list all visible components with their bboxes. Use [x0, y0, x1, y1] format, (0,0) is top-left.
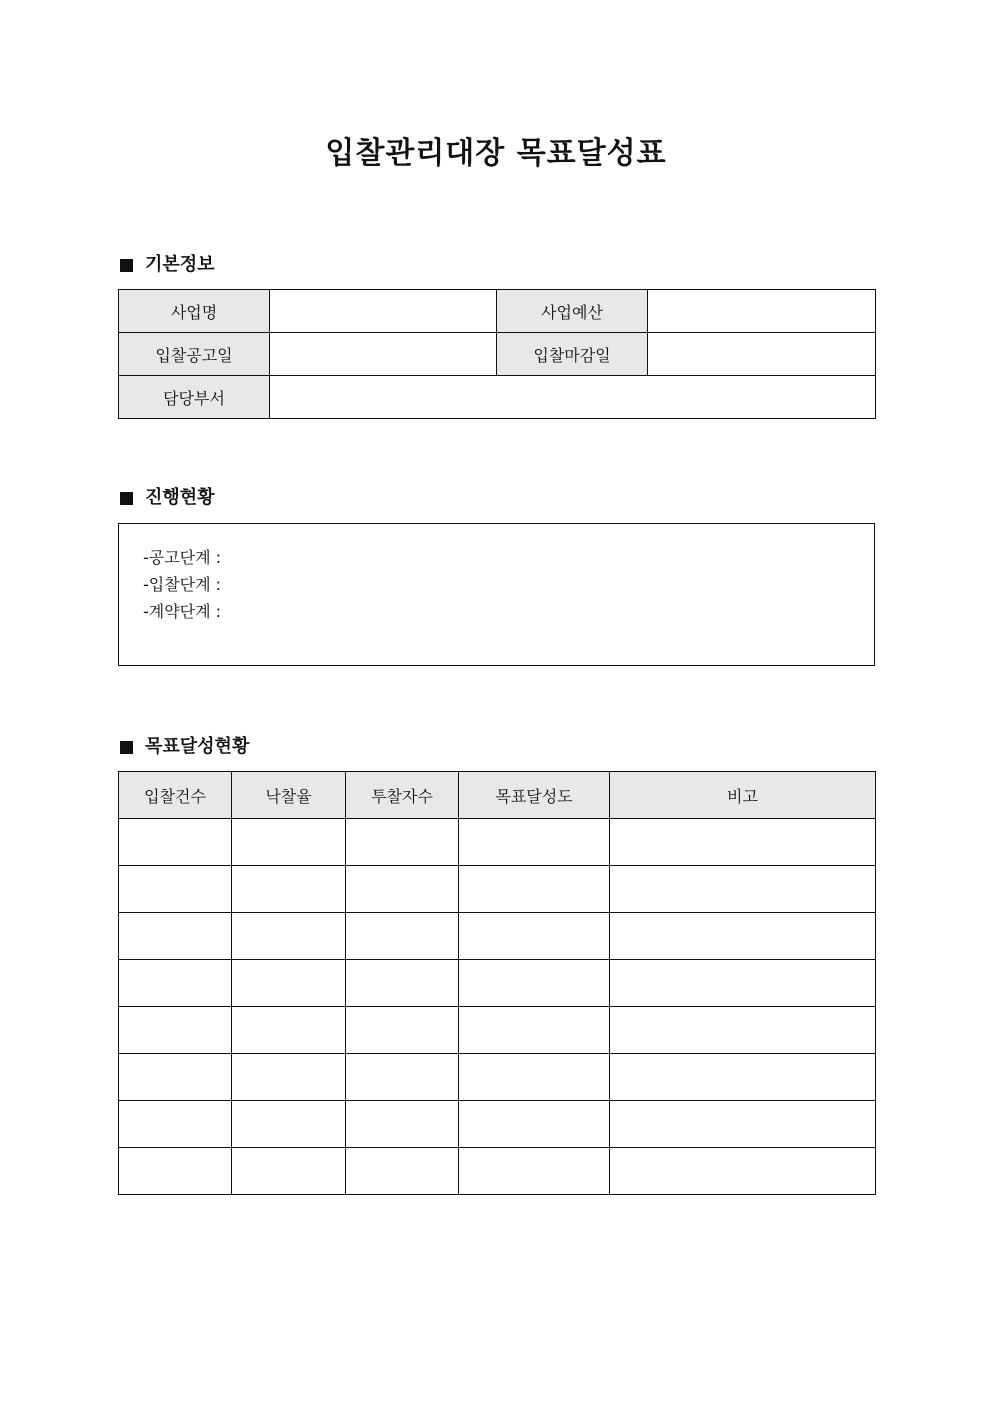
column-header-goal-achievement: 목표달성도: [459, 772, 610, 819]
table-cell[interactable]: [610, 819, 876, 866]
table-cell[interactable]: [610, 913, 876, 960]
table-cell[interactable]: [610, 1148, 876, 1195]
table-cell[interactable]: [459, 960, 610, 1007]
table-row: [119, 1054, 876, 1101]
table-header-row: [119, 772, 876, 819]
project-budget-field[interactable]: [648, 290, 876, 333]
table-row: [119, 1148, 876, 1195]
table-cell[interactable]: [610, 1054, 876, 1101]
project-budget-label: 사업예산: [497, 290, 648, 333]
column-header-remarks: 비고: [610, 772, 876, 819]
table-row: [119, 819, 876, 866]
table-cell[interactable]: [232, 1054, 346, 1101]
table-cell[interactable]: [119, 1007, 232, 1054]
table-cell[interactable]: [119, 960, 232, 1007]
table-row: [119, 333, 876, 376]
table-cell[interactable]: [610, 1101, 876, 1148]
table-cell[interactable]: [459, 1148, 610, 1195]
table-cell[interactable]: [119, 1148, 232, 1195]
table-cell[interactable]: [232, 819, 346, 866]
table-row: [119, 866, 876, 913]
section-heading-label: 진행현황: [145, 487, 215, 508]
progress-box[interactable]: [118, 523, 875, 666]
table-cell[interactable]: [346, 913, 459, 960]
table-cell[interactable]: [119, 1054, 232, 1101]
table-cell[interactable]: [346, 1054, 459, 1101]
table-row: [119, 1101, 876, 1148]
table-cell[interactable]: [459, 1054, 610, 1101]
basic-info-table: [118, 289, 876, 419]
table-cell[interactable]: [232, 1007, 346, 1054]
table-cell[interactable]: [610, 1007, 876, 1054]
table-cell[interactable]: [459, 1101, 610, 1148]
goal-status-table: [118, 771, 876, 1195]
section-heading-label: 기본정보: [145, 254, 215, 275]
square-bullet-icon: [120, 492, 133, 505]
table-cell[interactable]: [459, 866, 610, 913]
table-cell[interactable]: [459, 819, 610, 866]
bid-deadline-label: 입찰마감일: [497, 333, 648, 376]
section-heading-basic-info: [120, 253, 215, 277]
table-cell[interactable]: [119, 819, 232, 866]
column-header-bid-count: 입찰건수: [119, 772, 232, 819]
square-bullet-icon: [120, 259, 133, 272]
project-name-label: 사업명: [119, 290, 270, 333]
table-cell[interactable]: [610, 866, 876, 913]
column-header-award-rate: 낙찰율: [232, 772, 346, 819]
square-bullet-icon: [120, 741, 133, 754]
progress-line-contract: -계약단계 :: [143, 602, 222, 621]
bid-deadline-field[interactable]: [648, 333, 876, 376]
page-title: 입찰관리대장 목표달성표: [325, 136, 667, 171]
table-cell[interactable]: [346, 1148, 459, 1195]
department-field[interactable]: [270, 376, 876, 419]
table-cell[interactable]: [346, 1007, 459, 1054]
table-row: [119, 1007, 876, 1054]
table-cell[interactable]: [232, 913, 346, 960]
table-cell[interactable]: [119, 913, 232, 960]
progress-line-notice: -공고단계 :: [143, 548, 222, 567]
table-cell[interactable]: [346, 866, 459, 913]
table-cell[interactable]: [232, 1148, 346, 1195]
table-cell[interactable]: [119, 866, 232, 913]
bid-notice-date-field[interactable]: [270, 333, 497, 376]
table-cell[interactable]: [232, 866, 346, 913]
section-heading-goal-status: [120, 735, 249, 759]
table-cell[interactable]: [459, 913, 610, 960]
table-cell[interactable]: [232, 1101, 346, 1148]
table-cell[interactable]: [459, 1007, 610, 1054]
table-row: [119, 290, 876, 333]
table-row: [119, 913, 876, 960]
table-cell[interactable]: [346, 819, 459, 866]
column-header-bidder-count: 투찰자수: [346, 772, 459, 819]
department-label: 담당부서: [119, 376, 270, 419]
progress-line-bidding: -입찰단계 :: [143, 575, 222, 594]
table-cell[interactable]: [119, 1101, 232, 1148]
table-cell[interactable]: [346, 1101, 459, 1148]
table-row: [119, 960, 876, 1007]
table-cell[interactable]: [232, 960, 346, 1007]
table-cell[interactable]: [346, 960, 459, 1007]
bid-notice-date-label: 입찰공고일: [119, 333, 270, 376]
project-name-field[interactable]: [270, 290, 497, 333]
table-row: [119, 376, 876, 419]
table-cell[interactable]: [610, 960, 876, 1007]
section-heading-label: 목표달성현황: [145, 736, 250, 757]
section-heading-progress: [120, 486, 215, 510]
